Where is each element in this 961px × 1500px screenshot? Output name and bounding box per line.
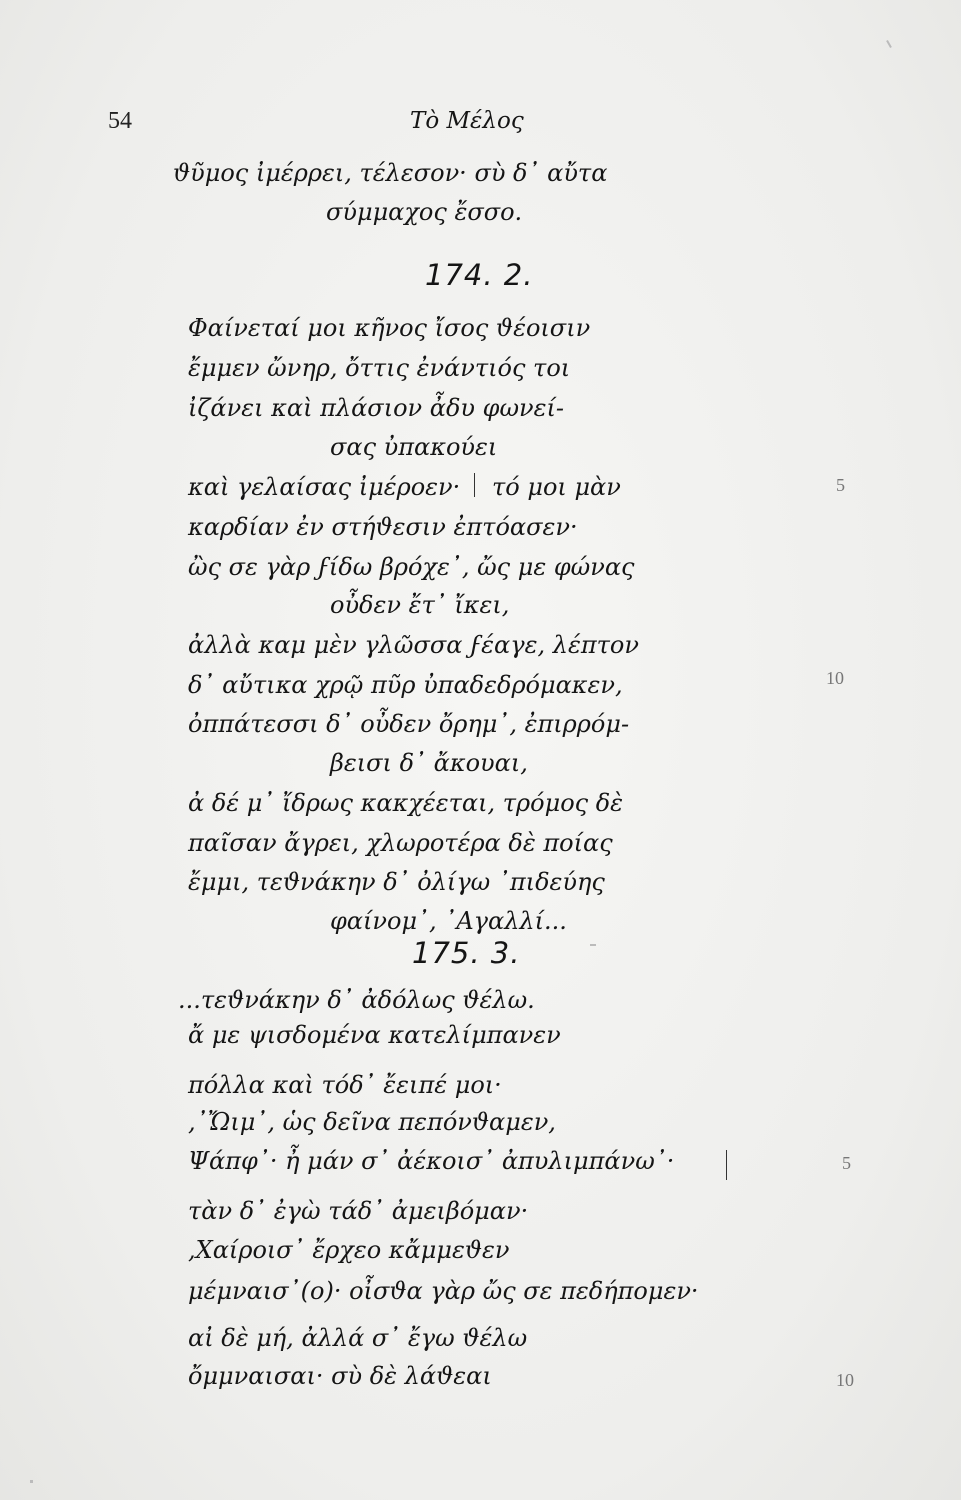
poem-number: 174. 2. xyxy=(425,258,534,292)
page-number: 54 xyxy=(108,108,132,134)
paper-speck xyxy=(30,1480,33,1483)
line-number: 5 xyxy=(842,1153,851,1173)
verse-line: καρδίαν ἐν στήϑεσιν ἐπτόασεν· xyxy=(188,513,578,541)
page-header xyxy=(0,108,961,148)
running-title: Τὸ Μέλος xyxy=(410,108,524,134)
verse-line: ἔμμεν ὤνηρ, ὄττις ἐνάντιός τοι xyxy=(188,354,571,382)
verse-line: βεισι δ᾽ ἄκουαι, xyxy=(330,749,528,777)
verse-line: ἰζάνει καὶ πλάσιον ἆδυ φωνεί- xyxy=(188,394,565,422)
verse-line: πόλλα καὶ τόδ᾽ ἔειπέ μοι· xyxy=(188,1071,502,1099)
verse-line: ὄμμναισαι· σὺ δὲ λάϑεαι xyxy=(188,1362,492,1390)
verse-line: καὶ γελαίσας ἰμέροεν· xyxy=(188,473,461,501)
verse-line: ἔμμι, τεϑνάκην δ᾽ ὀλίγω ᾽πιδεύης xyxy=(188,868,605,896)
verse-line: ἀλλὰ καμ μὲν γλῶσσα ϝέαγε, λέπτον xyxy=(188,631,639,659)
caesura-mark xyxy=(474,473,475,497)
verse-line: ἄ με ψισδομένα κατελίμπανεν xyxy=(188,1021,561,1049)
verse-line: οὖδεν ἔτ᾽ ἴκει, xyxy=(330,591,510,619)
verse-line: ,᾽Ὤιμ᾽, ὡς δεῖνα πεπόνϑαμεν, xyxy=(188,1108,556,1136)
verse-line: ὢς σε γὰρ ϝίδω βρόχε᾽, ὤς με φώνας xyxy=(188,553,635,581)
continuation-line: ϑῦμος ἰμέρρει, τέλεσον· σὺ δ᾽ αὔτα xyxy=(173,159,608,187)
caesura-mark xyxy=(726,1150,727,1180)
verse-line: τό μοι μὰν xyxy=(492,473,621,501)
verse-line: μέμναισ᾽(ο)· οἶσϑα γὰρ ὤς σε πεδήπομεν· xyxy=(188,1277,699,1305)
verse-line: δ᾽ αὔτικα χρῷ πῦρ ὐπαδεδρόμακεν, xyxy=(188,671,623,699)
verse-line: σας ὐπακούει xyxy=(330,433,498,461)
verse-line: ,Χαίροισ᾽ ἔρχεο κἄμμεϑεν xyxy=(188,1236,510,1264)
verse-line: Ψάπφ᾽· ἦ μάν σ᾽ ἀέκοισ᾽ ἀπυλιμπάνω᾽· xyxy=(188,1147,675,1175)
verse-line: ὀππάτεσσι δ᾽ οὖδεν ὄρημ᾽, ἐπιρρόμ- xyxy=(188,710,630,738)
poem-number: 175. 3. xyxy=(412,936,521,970)
verse-line: τὰν δ᾽ ἐγὼ τάδ᾽ ἀμειβόμαν· xyxy=(188,1197,529,1225)
paper-speck xyxy=(590,944,596,946)
line-number: 5 xyxy=(836,475,845,495)
verse-line: ἀ δέ μ᾽ ἴδρως κακχέεται, τρόμος δὲ xyxy=(188,789,624,817)
verse-line: Φαίνεταί μοι κῆνος ἴσος ϑέοισιν xyxy=(188,314,591,342)
line-number: 10 xyxy=(836,1370,854,1390)
paper-speck xyxy=(886,40,892,48)
verse-line: φαίνομ᾽, ᾽Αγαλλί... xyxy=(330,907,567,935)
verse-line: αἰ δὲ μή, ἀλλά σ᾽ ἔγω ϑέλω xyxy=(188,1324,528,1352)
continuation-line: σύμμαχος ἔσσο. xyxy=(326,198,523,226)
verse-line: ...τεϑνάκην δ᾽ ἀδόλως ϑέλω. xyxy=(178,986,535,1014)
verse-line: παῖσαν ἄγρει, χλωροτέρα δὲ ποίας xyxy=(188,829,613,857)
line-number: 10 xyxy=(826,668,844,688)
